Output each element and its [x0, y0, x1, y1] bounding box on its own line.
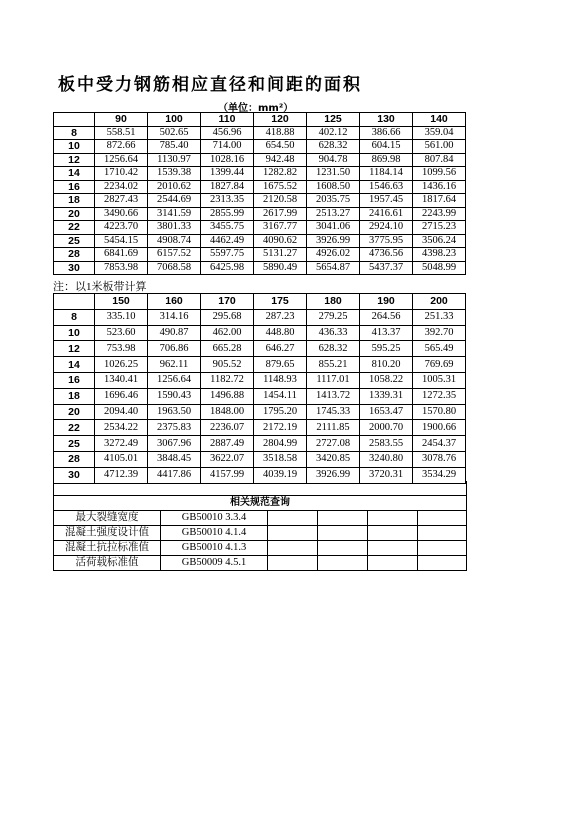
area-cell: 565.49: [413, 341, 466, 357]
reference-row: [54, 541, 467, 556]
area-cell: 5437.37: [360, 261, 413, 275]
area-cell: 665.28: [201, 341, 254, 357]
reference-row: [54, 556, 467, 571]
area-cell: 413.37: [360, 325, 413, 341]
area-cell: 4223.70: [95, 221, 148, 235]
area-cell: 1182.72: [201, 372, 254, 388]
area-cell: 1745.33: [307, 404, 360, 420]
diameter-label: 14: [54, 167, 95, 181]
area-cell: 462.00: [201, 325, 254, 341]
area-cell: 1282.82: [254, 167, 307, 181]
area-cell: 1028.16: [201, 153, 254, 167]
area-cell: 1148.93: [254, 372, 307, 388]
table-row: [54, 341, 466, 357]
area-cell: 3078.76: [413, 451, 466, 467]
diameter-label: 12: [54, 341, 95, 357]
area-cell: 1957.45: [360, 194, 413, 208]
area-cell: 2120.58: [254, 194, 307, 208]
empty-cell: [418, 556, 467, 571]
spacing-header: 200: [413, 294, 466, 310]
area-cell: 2010.62: [148, 180, 201, 194]
table-row: [54, 180, 466, 194]
area-cell: 646.27: [254, 341, 307, 357]
table-row: [54, 167, 466, 181]
area-cell: 2236.07: [201, 420, 254, 436]
area-cell: 962.11: [148, 357, 201, 373]
area-cell: 456.96: [201, 126, 254, 140]
area-cell: 2924.10: [360, 221, 413, 235]
area-cell: 879.65: [254, 357, 307, 373]
area-cell: 5654.87: [307, 261, 360, 275]
area-cell: 1710.42: [95, 167, 148, 181]
area-cell: 3926.99: [307, 467, 360, 483]
area-cell: 558.51: [95, 126, 148, 140]
diameter-label: 28: [54, 248, 95, 262]
area-cell: 1413.72: [307, 388, 360, 404]
spacing-header: 110: [201, 113, 254, 127]
area-cell: 4090.62: [254, 234, 307, 248]
area-cell: 2583.55: [360, 436, 413, 452]
area-cell: 3067.96: [148, 436, 201, 452]
area-cell: 2534.22: [95, 420, 148, 436]
table-row: [54, 420, 466, 436]
empty-cell: [318, 526, 368, 541]
area-cell: 2416.61: [360, 207, 413, 221]
diameter-label: 28: [54, 451, 95, 467]
diameter-label: 30: [54, 261, 95, 275]
area-cell: 2544.69: [148, 194, 201, 208]
area-cell: 402.12: [307, 126, 360, 140]
area-cell: 2827.43: [95, 194, 148, 208]
area-cell: 4908.74: [148, 234, 201, 248]
table-row: [54, 194, 466, 208]
area-cell: 4417.86: [148, 467, 201, 483]
empty-cell: [368, 556, 418, 571]
empty-cell: [268, 526, 318, 541]
area-table-spacing-150-200: [53, 293, 466, 484]
table-row: [54, 153, 466, 167]
diameter-label: 25: [54, 234, 95, 248]
area-cell: 7853.98: [95, 261, 148, 275]
table-row: [54, 140, 466, 154]
area-cell: 1184.14: [360, 167, 413, 181]
reference-code: GB50010 4.1.4: [161, 526, 268, 541]
area-cell: 4712.39: [95, 467, 148, 483]
area-cell: 1546.63: [360, 180, 413, 194]
area-cell: 3041.06: [307, 221, 360, 235]
area-cell: 2513.27: [307, 207, 360, 221]
area-cell: 7068.58: [148, 261, 201, 275]
area-cell: 6425.98: [201, 261, 254, 275]
area-cell: 869.98: [360, 153, 413, 167]
area-cell: 314.16: [148, 309, 201, 325]
area-cell: 4039.19: [254, 467, 307, 483]
area-cell: 1496.88: [201, 388, 254, 404]
area-cell: 3801.33: [148, 221, 201, 235]
empty-cell: [268, 511, 318, 526]
area-cell: 490.87: [148, 325, 201, 341]
area-table-spacing-90-140: [53, 112, 466, 275]
area-cell: 3490.66: [95, 207, 148, 221]
area-cell: 5597.75: [201, 248, 254, 262]
page-title: 板中受力钢筋相应直径和间距的面积: [58, 75, 362, 95]
diameter-label: 16: [54, 372, 95, 388]
spacing-header: 140: [413, 113, 466, 127]
area-cell: 5454.15: [95, 234, 148, 248]
area-cell: 1256.64: [148, 372, 201, 388]
area-cell: 1117.01: [307, 372, 360, 388]
empty-cell: [368, 511, 418, 526]
area-cell: 3167.77: [254, 221, 307, 235]
area-cell: 2715.23: [413, 221, 466, 235]
reference-row: [54, 526, 467, 541]
empty-cell: [418, 526, 467, 541]
area-cell: 448.80: [254, 325, 307, 341]
area-cell: 628.32: [307, 140, 360, 154]
area-cell: 2313.35: [201, 194, 254, 208]
empty-cell: [318, 556, 368, 571]
area-cell: 4462.49: [201, 234, 254, 248]
reference-code: GB50009 4.5.1: [161, 556, 268, 571]
area-cell: 1539.38: [148, 167, 201, 181]
empty-cell: [368, 526, 418, 541]
area-cell: 2454.37: [413, 436, 466, 452]
area-cell: 1963.50: [148, 404, 201, 420]
area-cell: 942.48: [254, 153, 307, 167]
spacing-header: 90: [95, 113, 148, 127]
area-cell: 807.84: [413, 153, 466, 167]
area-cell: 2804.99: [254, 436, 307, 452]
spacing-header: 190: [360, 294, 413, 310]
empty-cell: [268, 541, 318, 556]
reference-spacer: [54, 481, 467, 496]
area-cell: 386.66: [360, 126, 413, 140]
spacing-header: 100: [148, 113, 201, 127]
table-note: 注：以1米板带计算: [53, 281, 147, 293]
area-cell: 2887.49: [201, 436, 254, 452]
area-cell: 3272.49: [95, 436, 148, 452]
area-cell: 2855.99: [201, 207, 254, 221]
table-row: [54, 248, 466, 262]
area-cell: 4736.56: [360, 248, 413, 262]
spacing-header: 180: [307, 294, 360, 310]
area-cell: 2234.02: [95, 180, 148, 194]
area-cell: 3534.29: [413, 467, 466, 483]
area-cell: 4398.23: [413, 248, 466, 262]
reference-row: [54, 511, 467, 526]
area-cell: 392.70: [413, 325, 466, 341]
area-cell: 810.20: [360, 357, 413, 373]
area-cell: 2617.99: [254, 207, 307, 221]
area-cell: 785.40: [148, 140, 201, 154]
empty-cell: [318, 511, 368, 526]
area-cell: 4105.01: [95, 451, 148, 467]
spacing-header: 125: [307, 113, 360, 127]
area-cell: 595.25: [360, 341, 413, 357]
area-cell: 1608.50: [307, 180, 360, 194]
area-cell: 3622.07: [201, 451, 254, 467]
area-cell: 904.78: [307, 153, 360, 167]
diameter-label: 22: [54, 420, 95, 436]
table-row: [54, 357, 466, 373]
diameter-label: 22: [54, 221, 95, 235]
area-cell: 2035.75: [307, 194, 360, 208]
area-cell: 1130.97: [148, 153, 201, 167]
area-cell: 855.21: [307, 357, 360, 373]
area-cell: 628.32: [307, 341, 360, 357]
area-cell: 1817.64: [413, 194, 466, 208]
area-cell: 1454.11: [254, 388, 307, 404]
area-cell: 654.50: [254, 140, 307, 154]
spacing-header: 130: [360, 113, 413, 127]
table-row: [54, 309, 466, 325]
diameter-label: 30: [54, 467, 95, 483]
area-cell: 6157.52: [148, 248, 201, 262]
spacing-header: 175: [254, 294, 307, 310]
area-cell: 1256.64: [95, 153, 148, 167]
empty-cell: [268, 556, 318, 571]
area-cell: 2000.70: [360, 420, 413, 436]
area-cell: 6841.69: [95, 248, 148, 262]
spacing-header: 150: [95, 294, 148, 310]
area-cell: 2094.40: [95, 404, 148, 420]
area-cell: 335.10: [95, 309, 148, 325]
table-row: [54, 436, 466, 452]
diameter-label: 12: [54, 153, 95, 167]
diameter-label: 10: [54, 325, 95, 341]
area-cell: 502.65: [148, 126, 201, 140]
area-cell: 3506.24: [413, 234, 466, 248]
table-row: [54, 234, 466, 248]
area-cell: 418.88: [254, 126, 307, 140]
area-cell: 2243.99: [413, 207, 466, 221]
spacing-header: 170: [201, 294, 254, 310]
area-cell: 1272.35: [413, 388, 466, 404]
area-cell: 561.00: [413, 140, 466, 154]
area-cell: 287.23: [254, 309, 307, 325]
table-row: [54, 451, 466, 467]
table-row: [54, 372, 466, 388]
area-cell: 1590.43: [148, 388, 201, 404]
area-cell: 3455.75: [201, 221, 254, 235]
table-row: [54, 404, 466, 420]
diameter-label: 18: [54, 388, 95, 404]
area-cell: 1058.22: [360, 372, 413, 388]
header-row: [54, 294, 466, 310]
area-cell: 264.56: [360, 309, 413, 325]
area-cell: 1026.25: [95, 357, 148, 373]
reference-item: 活荷载标准值: [54, 556, 161, 571]
diameter-label: 8: [54, 126, 95, 140]
diameter-label: 16: [54, 180, 95, 194]
area-cell: 4157.99: [201, 467, 254, 483]
reference-table: [53, 481, 467, 571]
reference-title: 相关规范查询: [54, 496, 467, 511]
area-cell: 523.60: [95, 325, 148, 341]
diameter-label: 25: [54, 436, 95, 452]
area-cell: 1570.80: [413, 404, 466, 420]
area-cell: 1900.66: [413, 420, 466, 436]
area-cell: 1399.44: [201, 167, 254, 181]
diameter-label: 8: [54, 309, 95, 325]
area-cell: 279.25: [307, 309, 360, 325]
area-cell: 1231.50: [307, 167, 360, 181]
area-cell: 3141.59: [148, 207, 201, 221]
area-cell: 3775.95: [360, 234, 413, 248]
corner-cell: [54, 113, 95, 127]
area-cell: 1099.56: [413, 167, 466, 181]
area-cell: 2375.83: [148, 420, 201, 436]
spacing-header: 120: [254, 113, 307, 127]
reference-code: GB50010 3.3.4: [161, 511, 268, 526]
area-cell: 1675.52: [254, 180, 307, 194]
reference-code: GB50010 4.1.3: [161, 541, 268, 556]
reference-item: 最大裂缝宽度: [54, 511, 161, 526]
area-cell: 753.98: [95, 341, 148, 357]
area-cell: 3926.99: [307, 234, 360, 248]
table-row: [54, 261, 466, 275]
area-cell: 251.33: [413, 309, 466, 325]
area-cell: 604.15: [360, 140, 413, 154]
area-cell: 3720.31: [360, 467, 413, 483]
area-cell: 714.00: [201, 140, 254, 154]
area-cell: 1653.47: [360, 404, 413, 420]
area-cell: 5048.99: [413, 261, 466, 275]
diameter-label: 14: [54, 357, 95, 373]
reference-item: 混凝土抗拉标准值: [54, 541, 161, 556]
header-row: [54, 113, 466, 127]
area-cell: 295.68: [201, 309, 254, 325]
area-cell: 2727.08: [307, 436, 360, 452]
empty-cell: [318, 541, 368, 556]
area-cell: 2111.85: [307, 420, 360, 436]
area-cell: 1827.84: [201, 180, 254, 194]
reference-item: 混凝土强度设计值: [54, 526, 161, 541]
table-row: [54, 325, 466, 341]
unit-label: （单位：mm²）: [218, 103, 294, 114]
area-cell: 905.52: [201, 357, 254, 373]
area-cell: 359.04: [413, 126, 466, 140]
corner-cell: [54, 294, 95, 310]
spacing-header: 160: [148, 294, 201, 310]
area-cell: 872.66: [95, 140, 148, 154]
area-cell: 2172.19: [254, 420, 307, 436]
table-row: [54, 126, 466, 140]
area-cell: 3518.58: [254, 451, 307, 467]
area-cell: 3420.85: [307, 451, 360, 467]
area-cell: 3240.80: [360, 451, 413, 467]
empty-cell: [418, 541, 467, 556]
area-cell: 1340.41: [95, 372, 148, 388]
area-cell: 1696.46: [95, 388, 148, 404]
empty-cell: [368, 541, 418, 556]
table-row: [54, 207, 466, 221]
area-cell: 1795.20: [254, 404, 307, 420]
area-cell: 1436.16: [413, 180, 466, 194]
diameter-label: 10: [54, 140, 95, 154]
table-row: [54, 388, 466, 404]
area-cell: 1339.31: [360, 388, 413, 404]
area-cell: 4926.02: [307, 248, 360, 262]
area-cell: 436.33: [307, 325, 360, 341]
empty-cell: [418, 511, 467, 526]
diameter-label: 20: [54, 404, 95, 420]
area-cell: 706.86: [148, 341, 201, 357]
diameter-label: 18: [54, 194, 95, 208]
area-cell: 1848.00: [201, 404, 254, 420]
area-cell: 5131.27: [254, 248, 307, 262]
diameter-label: 20: [54, 207, 95, 221]
area-cell: 769.69: [413, 357, 466, 373]
area-cell: 5890.49: [254, 261, 307, 275]
area-cell: 1005.31: [413, 372, 466, 388]
area-cell: 3848.45: [148, 451, 201, 467]
table-row: [54, 221, 466, 235]
